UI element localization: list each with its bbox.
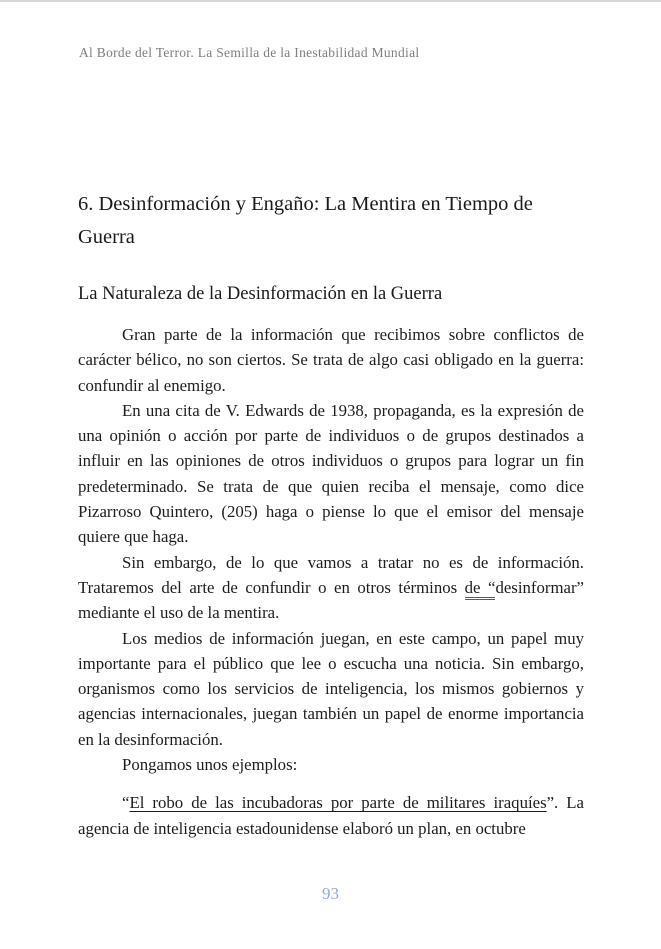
paragraph-3-text: Sin embargo, de lo que vamos a tratar no es de información. Trataremos del arte de confundir o en otros términos	[78, 552, 584, 597]
paragraph-2: En una cita de V. Edwards de 1938, propaganda, es la expresión de una opinión o acción por parte de individuos o de grupos destinados a influir en las opiniones de otros individuos o grupos para lograr un fin predeterminado. Se trata de que quien reciba el mensaje, como dice Pizarroso Quintero, (205) haga o piense lo que el emisor del mensaje quiere que haga.	[78, 400, 584, 547]
running-header: Al Borde del Terror. La Semilla de la Inestabilidad Mundial	[79, 45, 420, 60]
paragraph-3-text-end: desinformar” mediante el uso de la mentira.	[78, 577, 584, 623]
chapter-title: 6. Desinformación y Engaño: La Mentira en Tiempo de Guerra	[78, 193, 533, 248]
section-heading: La Naturaleza de la Desinformación en la Guerra	[78, 284, 443, 304]
paragraph-4: Los medios de información juegan, en este campo, un papel muy importante para el público que lee o escucha una noticia. Sin embargo, organismos como los servicios de inteligencia, los mismos gobiernos y agencias internacionales, juegan también un papel de enorme importancia en la desinformación.	[78, 628, 584, 749]
paragraph-3	[78, 550, 584, 626]
page-number: 93	[322, 884, 339, 903]
grammar-flagged-word: de	[465, 578, 488, 600]
body-text	[78, 322, 584, 841]
paragraph-1: Gran parte de la información que recibimos sobre conflictos de carácter bélico, no son ciertos. Se trata de algo casi obligado en la guerra: confundir al enemigo.	[78, 325, 584, 395]
paragraph-6	[78, 790, 584, 841]
open-quote-mark: “	[122, 793, 130, 813]
paragraph-6-text: ”. La agencia de inteligencia estadounidense elaboró un plan, en octubre	[78, 793, 584, 838]
underlined-example-title: El robo de las incubadoras por parte de militares iraquíes	[129, 793, 547, 813]
paragraph-5: Pongamos unos ejemplos:	[122, 755, 298, 775]
page-content	[78, 0, 584, 841]
grammar-flagged-quote-mark: “	[488, 578, 495, 600]
